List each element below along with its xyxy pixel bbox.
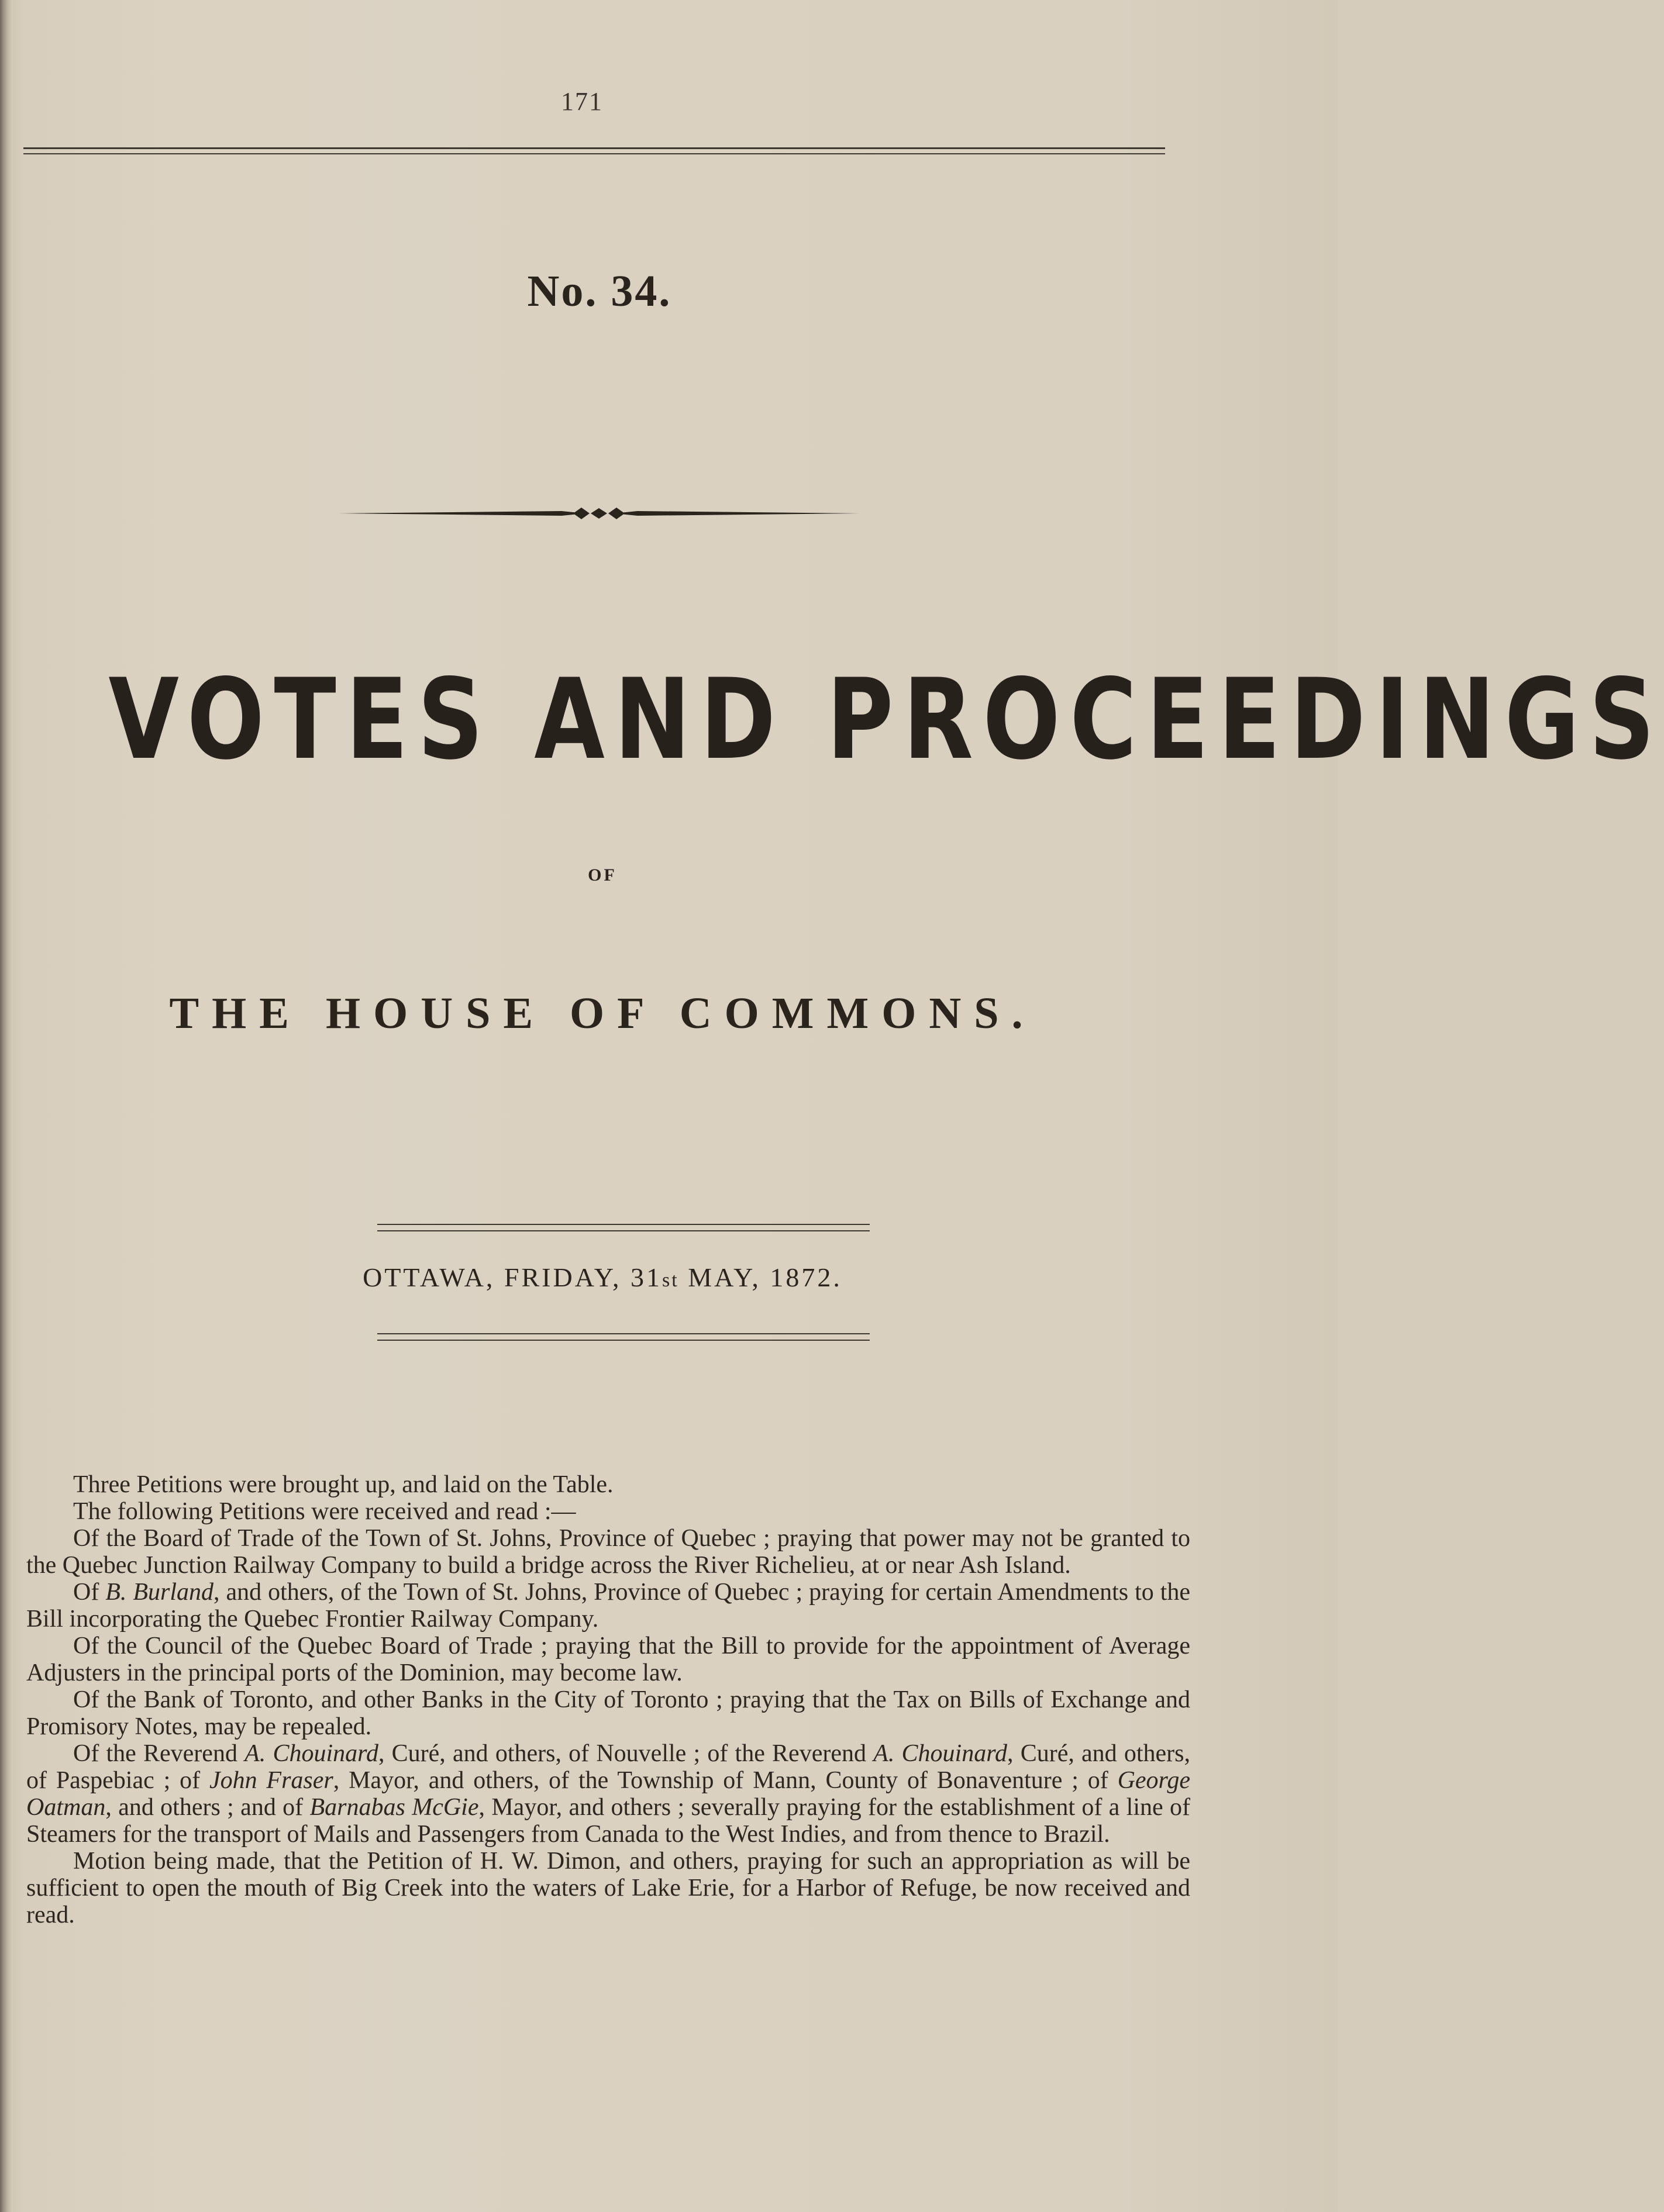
paragraph-quebec-council: Of the Council of the Quebec Board of Trade ; praying that the Bill to provide for the appointment of Average Adjusters in the principal ports of the Dominion, may become law. — [26, 1633, 1190, 1686]
petitioner-name: John Fraser — [209, 1767, 333, 1794]
page-number: 171 — [561, 87, 603, 116]
paragraph-burland — [26, 1579, 1190, 1633]
paragraph-petitions-laid: Three Petitions were brought up, and laid on the Table. — [73, 1471, 614, 1498]
text-run: , Curé, and others, of Nouvelle ; of the Reverend — [378, 1740, 874, 1767]
petitioner-name: Barnabas McGie — [309, 1794, 479, 1821]
dateline-ordinal: st — [662, 1269, 679, 1291]
text-run: , and others, of the Town of St. Johns, Province of Quebec ; praying for certain Amendments to the Bill incorporating the Quebec Frontier Railway Company. — [26, 1579, 1190, 1633]
paragraph-steamers — [26, 1740, 1190, 1848]
date-rule-top — [377, 1224, 870, 1225]
petitioner-name: George Oatman — [26, 1767, 1190, 1821]
binding-spine — [0, 0, 13, 2212]
text-run: Of — [73, 1579, 106, 1606]
header-rule-secondary — [23, 153, 1165, 154]
header-rule — [23, 147, 1165, 149]
main-title: VOTES AND PROCEEDINGS — [108, 655, 1664, 784]
paragraph-st-johns-board: Of the Board of Trade of the Town of St. Johns, Province of Quebec ; praying that power may not be granted to the Quebec Junction Railway Company to build a bridge across the River Richelieu, at or near Ash Island. — [26, 1525, 1190, 1579]
dateline — [0, 1262, 1205, 1293]
text-run: , Mayor, and others ; severally praying for the establishment of a line of Steamers for the transport of Mails and Passengers from Canada to the West Indies, and from thence to Brazil. — [26, 1794, 1190, 1848]
petitioner-name: A. Chouinard — [244, 1740, 378, 1767]
proceedings-body — [26, 1471, 1190, 1928]
issue-number: No. 34. — [527, 267, 672, 316]
text-run: , Mayor, and others, of the Township of Mann, County of Bonaventure ; of — [333, 1767, 1118, 1794]
dateline-prefix: OTTAWA, FRIDAY, 31 — [363, 1262, 662, 1292]
paragraph-dimon-motion: Motion being made, that the Petition of H. W. Dimon, and others, praying for such an appropriation as will be sufficient to open the mouth of Big Creek into the waters of Lake Erie, for a Harbor of Refuge, be now received and read. — [26, 1848, 1190, 1928]
date-rule-bottom — [377, 1333, 870, 1334]
text-run: Of the Reverend — [73, 1740, 245, 1767]
dateline-rest: MAY, 1872. — [678, 1262, 842, 1292]
text-run: , and others ; and of — [105, 1794, 310, 1821]
petitioner-name: B. Burland — [105, 1579, 214, 1606]
date-rule-top-secondary — [377, 1230, 870, 1231]
title-connector: OF — [588, 865, 617, 885]
petitioner-name: A. Chouinard — [873, 1740, 1007, 1767]
ornamental-divider — [339, 502, 860, 525]
paragraph-bank-of-toronto: Of the Bank of Toronto, and other Banks in the City of Toronto ; praying that the Tax on Bills of Exchange and Promisory Notes, may be repealed. — [26, 1686, 1190, 1740]
text-run: , Curé, and others, of Paspebiac ; of — [26, 1740, 1191, 1794]
date-rule-bottom-secondary — [377, 1340, 870, 1341]
paragraph-petitions-read: The following Petitions were received and read :— — [73, 1498, 576, 1525]
house-title: THE HOUSE OF COMMONS. — [169, 989, 1036, 1038]
